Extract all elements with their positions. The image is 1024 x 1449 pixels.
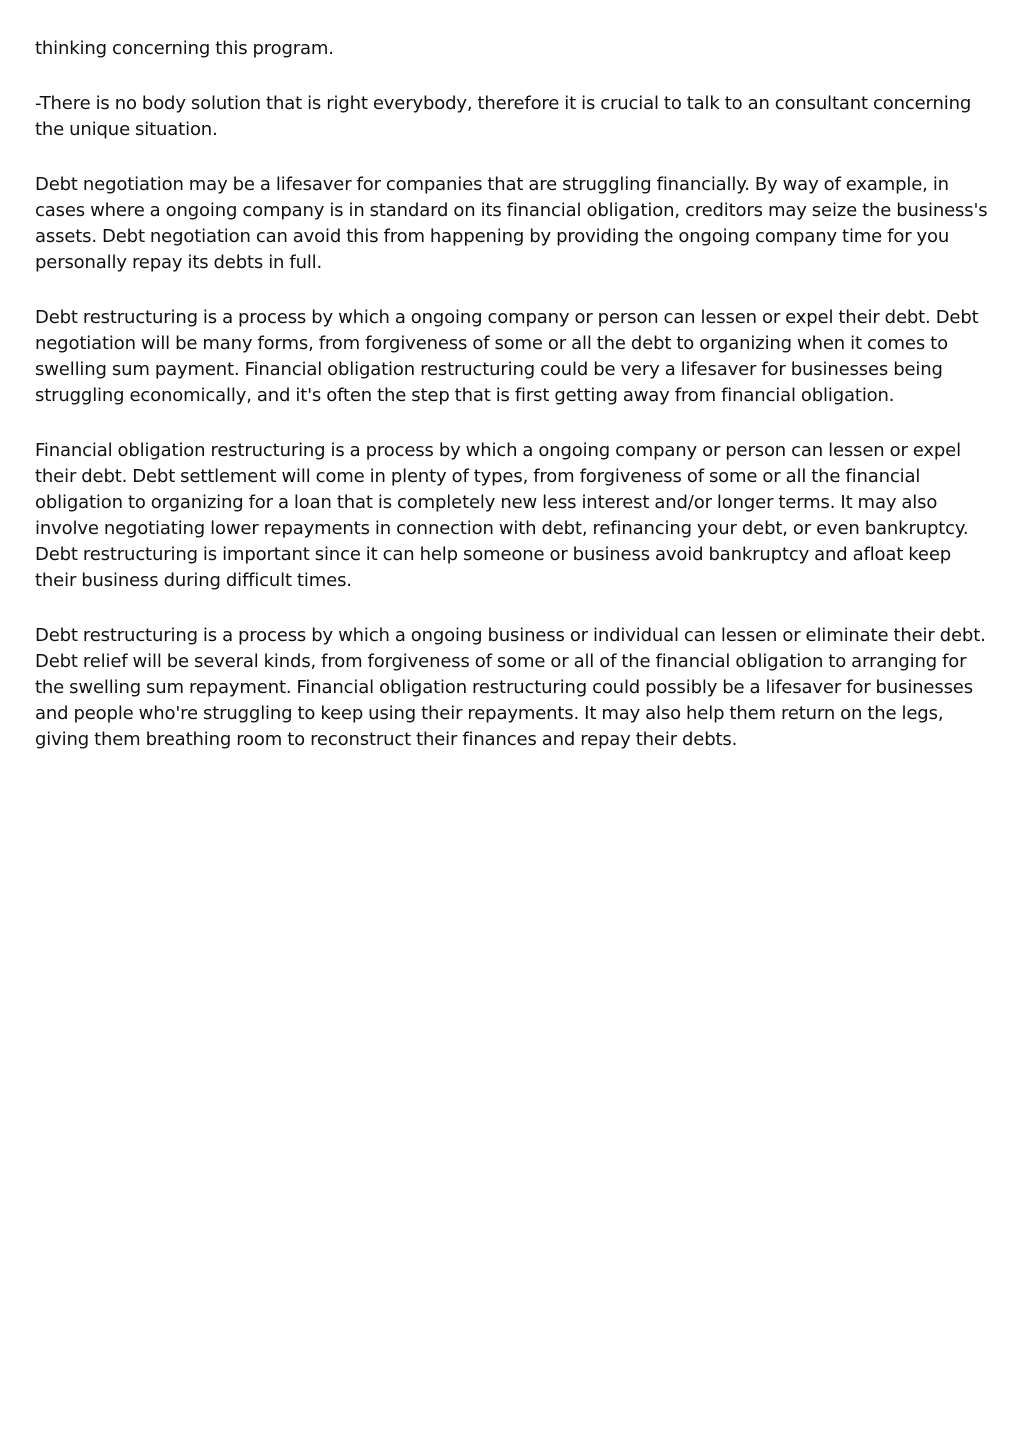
paragraph-continuation: thinking concerning this program. [35, 38, 334, 59]
paragraph-debt-negotiation: Debt negotiation may be a lifesaver for companies that are struggling financially. By way of example, in cases where a ongoing company is in standard on its financial obligation, creditors may seize the business's assets. Debt negotiation can avoid this from happening by providing the ongoing company time for you personally repay its debts in full. [35, 174, 988, 273]
paragraph-debt-restructuring-2: Financial obligation restructuring is a process by which a ongoing company or person can lessen or expel their debt. Debt settlement will come in plenty of types, from forgiveness of some or all the financial obligation to organizing for a loan that is completely new less interest and/or longer terms. It may also involve negotiating lower repayments in connection with debt, refinancing your debt, or even bankruptcy. Debt restructuring is important since it can help someone or business avoid bankruptcy and afloat keep their business during difficult times. [35, 440, 969, 591]
paragraph-debt-restructuring-1: Debt restructuring is a process by which a ongoing company or person can lessen or expel their debt. Debt negotiation will be many forms, from forgiveness of some or all the debt to organizing when it comes to swelling sum payment. Financial obligation restructuring could be very a lifesaver for businesses being struggling economically, and it's often the step that is first getting away from financial obligation. [35, 307, 979, 406]
paragraph-debt-restructuring-3: Debt restructuring is a process by which a ongoing business or individual can lessen or eliminate their debt. Debt relief will be several kinds, from forgiveness of some or all of the financial obligation to arranging for the swelling sum repayment. Financial obligation restructuring could possibly be a lifesaver for businesses and people who're struggling to keep using their repayments. It may also help them return on the legs, giving them breathing room to reconstruct their finances and repay their debts. [35, 625, 986, 750]
paragraph-no-solution: -There is no body solution that is right everybody, therefore it is crucial to talk to an consultant concerning the unique situation. [35, 93, 972, 140]
